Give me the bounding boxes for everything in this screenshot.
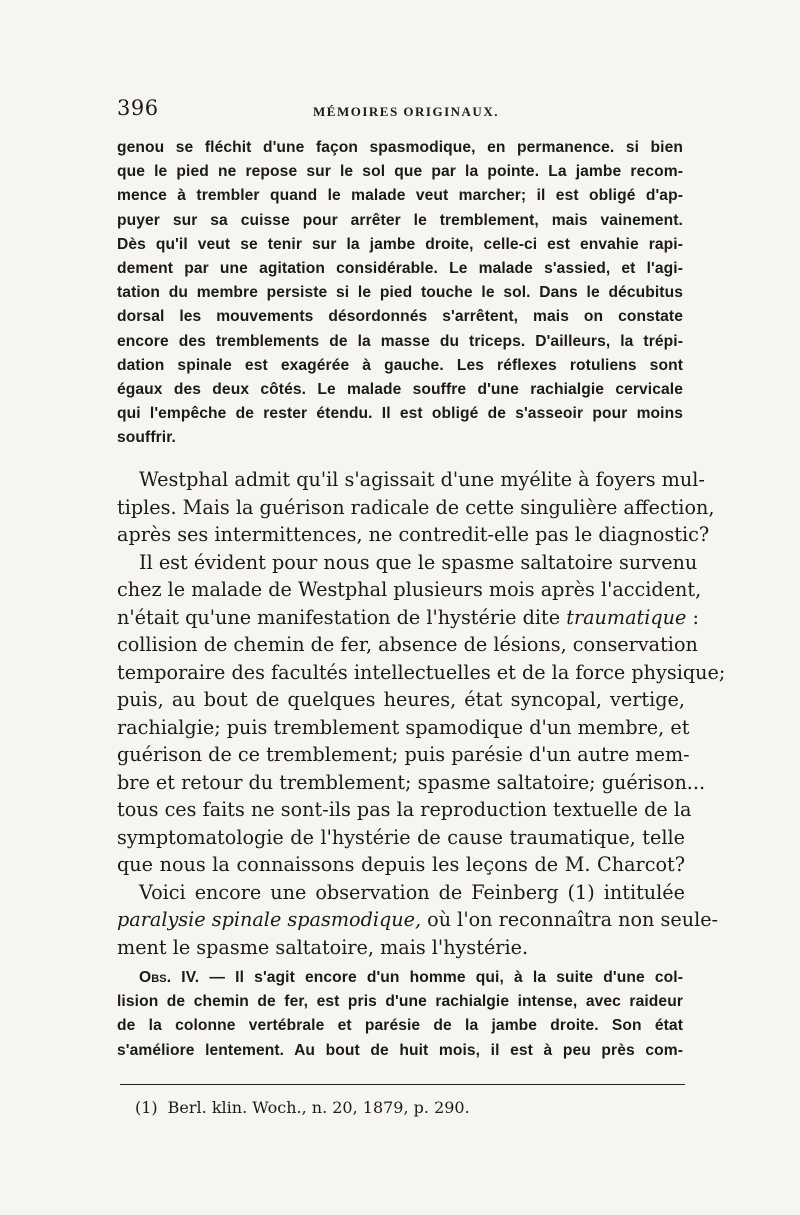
- text-line: ment le spasme saltatoire, mais l'hystérie.: [117, 935, 529, 959]
- paragraph-first-line: Il est évident pour nous que le spasme saltatoire survenu: [139, 550, 698, 574]
- page-header: [117, 96, 687, 126]
- text-line: tous ces faits ne sont-ils pas la reproduction textuelle de la: [117, 798, 692, 821]
- text-line: que nous la connaissons depuis les leçons de M. Charcot?: [117, 853, 685, 876]
- text-line: genou se fléchit d'une façon spasmodique, en permanence. si bien: [117, 139, 683, 156]
- footnote: [135, 1098, 470, 1117]
- text-line: que le pied ne repose sur le sol que par la pointe. La jambe recom-: [117, 163, 683, 181]
- text-line: s'améliore lentement. Au bout de huit mois, il est à peu près com-: [117, 1041, 683, 1059]
- footnote-text: Berl. klin. Woch., n. 20, 1879, p. 290.: [167, 1098, 470, 1117]
- paragraph-first-line: Voici encore une observation de Feinberg (1) intitulée: [139, 880, 685, 904]
- text-line: collision de chemin de fer, absence de lésions, conservation: [117, 633, 698, 656]
- text-span: où l'on reconnaîtra non seule-: [421, 908, 719, 931]
- footnote-mark: (1): [135, 1098, 158, 1117]
- italic-title: paralysie spinale spasmodique,: [117, 908, 422, 931]
- text-line: guérison de ce tremblement; puis parésie d'un autre mem-: [117, 743, 690, 766]
- text-line: rachialgie; puis tremblement spamodique d'un membre, et: [117, 715, 690, 739]
- text-line: encore des tremblements de la masse du triceps. D'ailleurs, la trépi-: [117, 332, 683, 350]
- text-line: dorsal les mouvements désordonnés s'arrêtent, mais on constate: [117, 308, 683, 326]
- observation-continuation: [117, 136, 683, 450]
- text-line: dement par une agitation considérable. Le malade s'assied, et l'agi-: [117, 259, 683, 277]
- running-head: MÉMOIRES ORIGINAUX.: [313, 104, 499, 119]
- text-line: [117, 966, 683, 990]
- text-line: tation du membre persiste si le pied touche le sol. Dans le décubitus: [117, 284, 683, 302]
- text-line: chez le malade de Westphal plusieurs mois après l'accident,: [117, 578, 702, 601]
- footnote-divider: [120, 1084, 685, 1085]
- paragraph-first-line: Westphal admit qu'il s'agissait d'une myélite à foyers mul-: [139, 468, 705, 491]
- text-line: de la colonne vertébrale et parésie de la jambe droite. Son état: [117, 1017, 683, 1035]
- text-line: dation spinale est exagérée à gauche. Les réflexes rotuliens sont: [117, 356, 683, 374]
- text-line: symptomatologie de l'hystérie de cause traumatique, telle: [117, 825, 685, 849]
- text-line: lision de chemin de fer, est pris d'une rachialgie intense, avec raideur: [117, 993, 683, 1011]
- text-line: Dès qu'il veut se tenir sur la jambe droite, celle-ci est envahie rapi-: [117, 235, 683, 253]
- text-line: [117, 604, 699, 632]
- text-line: puis, au bout de quelques heures, état syncopal, vertige,: [117, 688, 685, 711]
- text-span: — Il s'agit encore d'un homme qui, à la suite d'une col-: [199, 969, 683, 986]
- observation-label: Obs. IV.: [139, 969, 200, 986]
- observation-iv: [117, 966, 683, 1063]
- text-line: mence à trembler quand le malade veut marcher; il est obligé d'ap-: [117, 187, 683, 205]
- page-number: 396: [117, 96, 159, 120]
- text-line: [117, 906, 719, 934]
- text-line: temporaire des facultés intellectuelles et de la force physique;: [117, 660, 726, 684]
- text-line: bre et retour du tremblement; spasme saltatoire; guérison...: [117, 770, 706, 794]
- text-span: :: [686, 605, 699, 629]
- body-text: [117, 466, 726, 961]
- text-line: puyer sur sa cuisse pour arrêter le tremblement, mais vainement.: [117, 211, 683, 229]
- italic-term: traumatique: [566, 605, 687, 629]
- text-line: égaux des deux côtés. Le malade souffre d'une rachialgie cervicale: [117, 380, 683, 398]
- text-line: après ses intermittences, ne contredit-elle pas le diagnostic?: [117, 523, 710, 546]
- text-line: tiples. Mais la guérison radicale de cette singulière affection,: [117, 495, 715, 519]
- text-line: qui l'empêche de rester étendu. Il est obligé de s'asseoir pour moins: [117, 405, 683, 423]
- text-span: n'était qu'une manifestation de l'hystérie dite: [117, 605, 561, 629]
- text-line: souffrir.: [117, 429, 176, 447]
